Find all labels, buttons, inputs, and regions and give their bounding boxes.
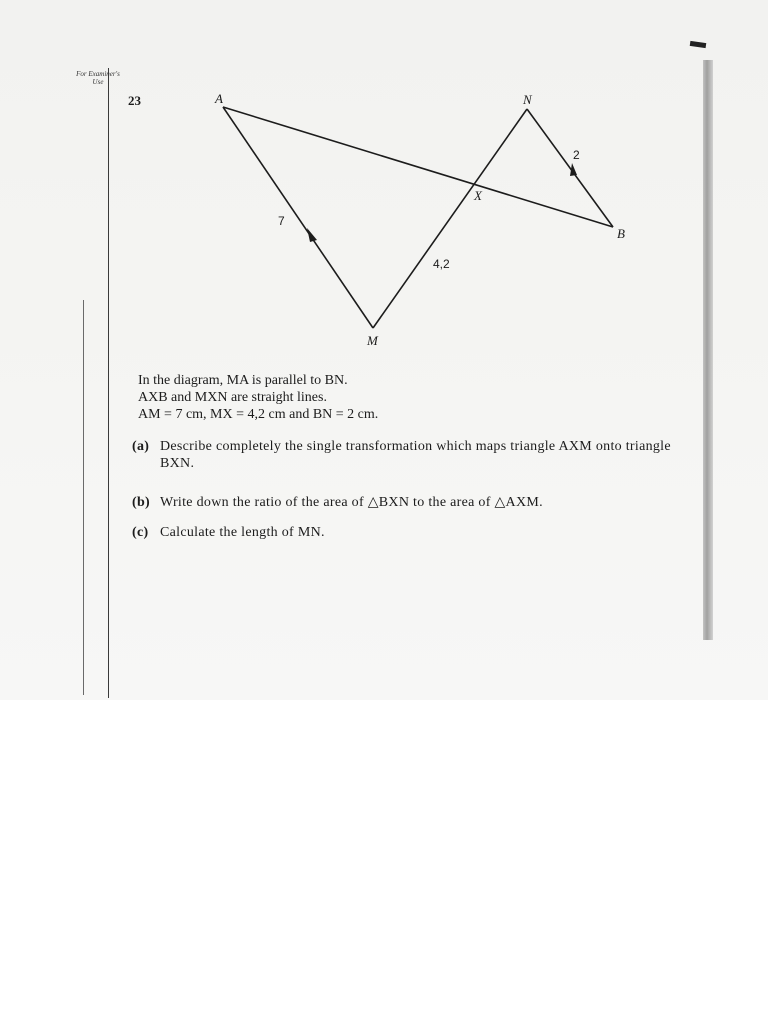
question-part-b (132, 494, 702, 511)
length-label-mx: 4,2 (433, 257, 450, 271)
vertex-label-n: N (523, 92, 532, 107)
stem-line-1: In the diagram, MA is parallel to BN. (138, 373, 348, 388)
question-part-a (132, 438, 702, 472)
length-label-bn: 2 (573, 148, 580, 162)
stem-line-3: AM = 7 cm, MX = 4,2 cm and BN = 2 cm. (138, 407, 379, 422)
part-text-a: Describe completely the single transformation which maps triangle AXM onto triangle BXN. (160, 439, 671, 471)
line-am (223, 107, 373, 328)
part-label-a: (a) (132, 439, 150, 454)
geometry-diagram (0, 0, 768, 360)
parallel-arrow-bn (570, 163, 577, 176)
vertex-label-a: A (215, 91, 223, 106)
parallel-arrow-ma (307, 228, 317, 242)
stem-line-2: AXB and MXN are straight lines. (138, 390, 327, 405)
vertex-label-x: X (474, 188, 482, 203)
line-ab (223, 107, 613, 227)
part-label-c: (c) (132, 525, 149, 540)
examiner-use-note: For Examiner's Use (76, 70, 120, 86)
line-nb (527, 109, 613, 227)
part-label-b: (b) (132, 495, 151, 510)
part-text-c: Calculate the length of MN. (160, 525, 325, 540)
line-mn (373, 109, 527, 328)
part-text-b: Write down the ratio of the area of △BXN to the area of △AXM. (160, 495, 543, 510)
question-number: 23 (128, 93, 141, 108)
vertex-label-b: B (617, 226, 625, 241)
question-part-c (132, 524, 702, 541)
vertex-label-m: M (367, 333, 378, 348)
length-label-am: 7 (278, 214, 285, 228)
